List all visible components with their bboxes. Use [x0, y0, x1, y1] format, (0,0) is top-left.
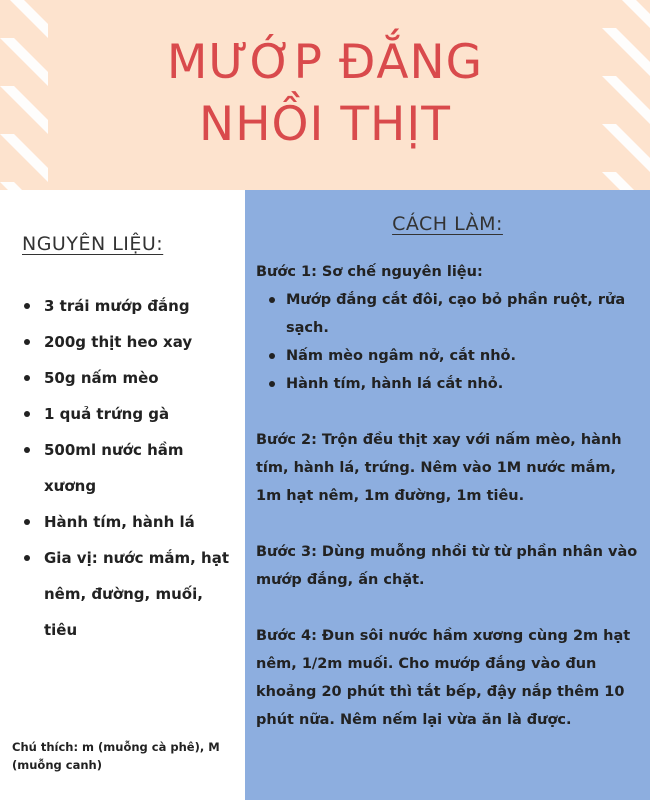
title-line-1: MƯỚP ĐẮNG	[166, 35, 484, 90]
title-line-2: NHỒI THỊT	[199, 97, 451, 152]
ingredients-heading: NGUYÊN LIỆU:	[22, 233, 164, 255]
method-panel	[245, 190, 650, 800]
step-3-text: Bước 3: Dùng muỗng nhồi từ từ phần nhân vào mướp đắng, ấn chặt.	[256, 544, 638, 588]
header-banner	[0, 0, 650, 190]
ingredient-item: 50g nấm mèo	[22, 360, 237, 396]
ingredient-item: 500ml nước hầm xương	[22, 432, 237, 504]
ingredient-item: 3 trái mướp đắng	[22, 288, 237, 324]
ingredient-item: 1 quả trứng gà	[22, 396, 237, 432]
step-1-bullet: Hành tím, hành lá cắt nhỏ.	[286, 370, 641, 398]
method-steps	[256, 258, 641, 734]
step-1-heading: Bước 1: Sơ chế nguyên liệu:	[256, 264, 483, 280]
ingredients-panel	[0, 190, 245, 800]
recipe-title	[0, 32, 650, 156]
ingredient-item: 200g thịt heo xay	[22, 324, 237, 360]
method-heading: CÁCH LÀM:	[392, 213, 503, 235]
step-1-bullet: Nấm mèo ngâm nở, cắt nhỏ.	[286, 342, 641, 370]
ingredients-list	[22, 288, 237, 648]
step-1-bullets	[256, 286, 641, 398]
step-1-bullet: Mướp đắng cắt đôi, cạo bỏ phần ruột, rửa sạch.	[286, 286, 641, 342]
ingredient-item: Hành tím, hành lá	[22, 504, 237, 540]
step-4-text: Bước 4: Đun sôi nước hầm xương cùng 2m hạt nêm, 1/2m muối. Cho mướp đắng vào đun khoảng 20 phút thì tắt bếp, đậy nắp thêm 10 phút nữa. Nêm nếm lại vừa ăn là được.	[256, 628, 631, 728]
ingredient-item: Gia vị: nước mắm, hạt nêm, đường, muối, tiêu	[22, 540, 237, 648]
step-2-text: Bước 2: Trộn đều thịt xay với nấm mèo, hành tím, hành lá, trứng. Nêm vào 1M nước mắm, 1m hạt nêm, 1m đường, 1m tiêu.	[256, 432, 622, 504]
measurement-note: Chú thích: m (muỗng cà phê), M (muỗng canh)	[12, 740, 220, 772]
